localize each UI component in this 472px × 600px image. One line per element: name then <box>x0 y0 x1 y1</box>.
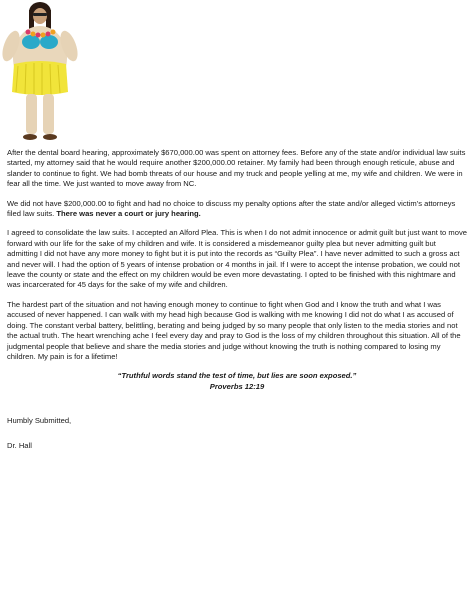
paragraph-2-bold-text: There was never a court or jury hearing. <box>56 209 201 219</box>
paragraph-3 <box>7 228 467 290</box>
signature: Dr. Hall <box>7 440 32 450</box>
paragraph-1-text: After the dental board hearing, approximately $670,000.00 was spent on attorney fees. Before any of the state and/or individual law suits started, my attorney said that he would require another $200,000.00 retainer. My family had been through enough reticule, abuse and slander to continue to fight. We had bomb threats of our house and my truck and people yelling at me, my wife and children. We were in fear all the time. We just wanted to move away from NC. <box>7 148 466 189</box>
quote-line: “Truthful words stand the test of time, but lies are soon exposed.” <box>117 371 357 381</box>
paragraph-4-text: The hardest part of the situation and not having enough money to continue to fight when God and I know the truth and what I was accused of never happened. I can walk with my head high because God is walking with me knowing I did not do what I as accused of doing. The constant verbal battery, belittling, berating and being judged by so many people that only listen to the media stories and not the actual truth. The heart wrenching ache I feel every day and pray to God is the loss of my children throughout this situation. All of the judgmental people that believe and share the media stories and judge without knowing the truth is nothing compared to losing my children. My pain is for a lifetime! <box>7 299 461 361</box>
paragraph-2-text: We did not have $200,000.00 to fight and had no choice to discuss my penalty options after the state and/or alleged victim's attorneys filed law suits. <box>7 198 456 219</box>
letter-body <box>7 148 467 451</box>
closing-line: Humbly Submitted, <box>7 416 72 426</box>
bible-quote <box>7 371 467 392</box>
paragraph-1 <box>7 148 467 190</box>
quote-citation: Proverbs 12:19 <box>209 381 265 391</box>
paragraph-3-text: I agreed to consolidate the law suits. I accepted an Alford Plea. This is when I do not admit innocence or admit guilt but just want to move forward with our life for the sake of my children and wife. It is considered a misdemeanor guilty plea but never admitting guilt but admitting I did not have any more money to fight but it is put into the records as “Guilty Plea”. I have never admitted to such a gross act and never will. I had the option of 5 years of intense probation or 4 months in jail. If I were to accept the intense probation, we could not leave the county or state and the effect on my children would be even more devastating. I opted to be finished with this nightmare and was incarcerated for 45 days for the sake of my wife and children. <box>7 228 467 290</box>
paragraph-4 <box>7 300 467 362</box>
paragraph-2 <box>7 199 467 220</box>
costume-figure-image <box>0 0 80 145</box>
